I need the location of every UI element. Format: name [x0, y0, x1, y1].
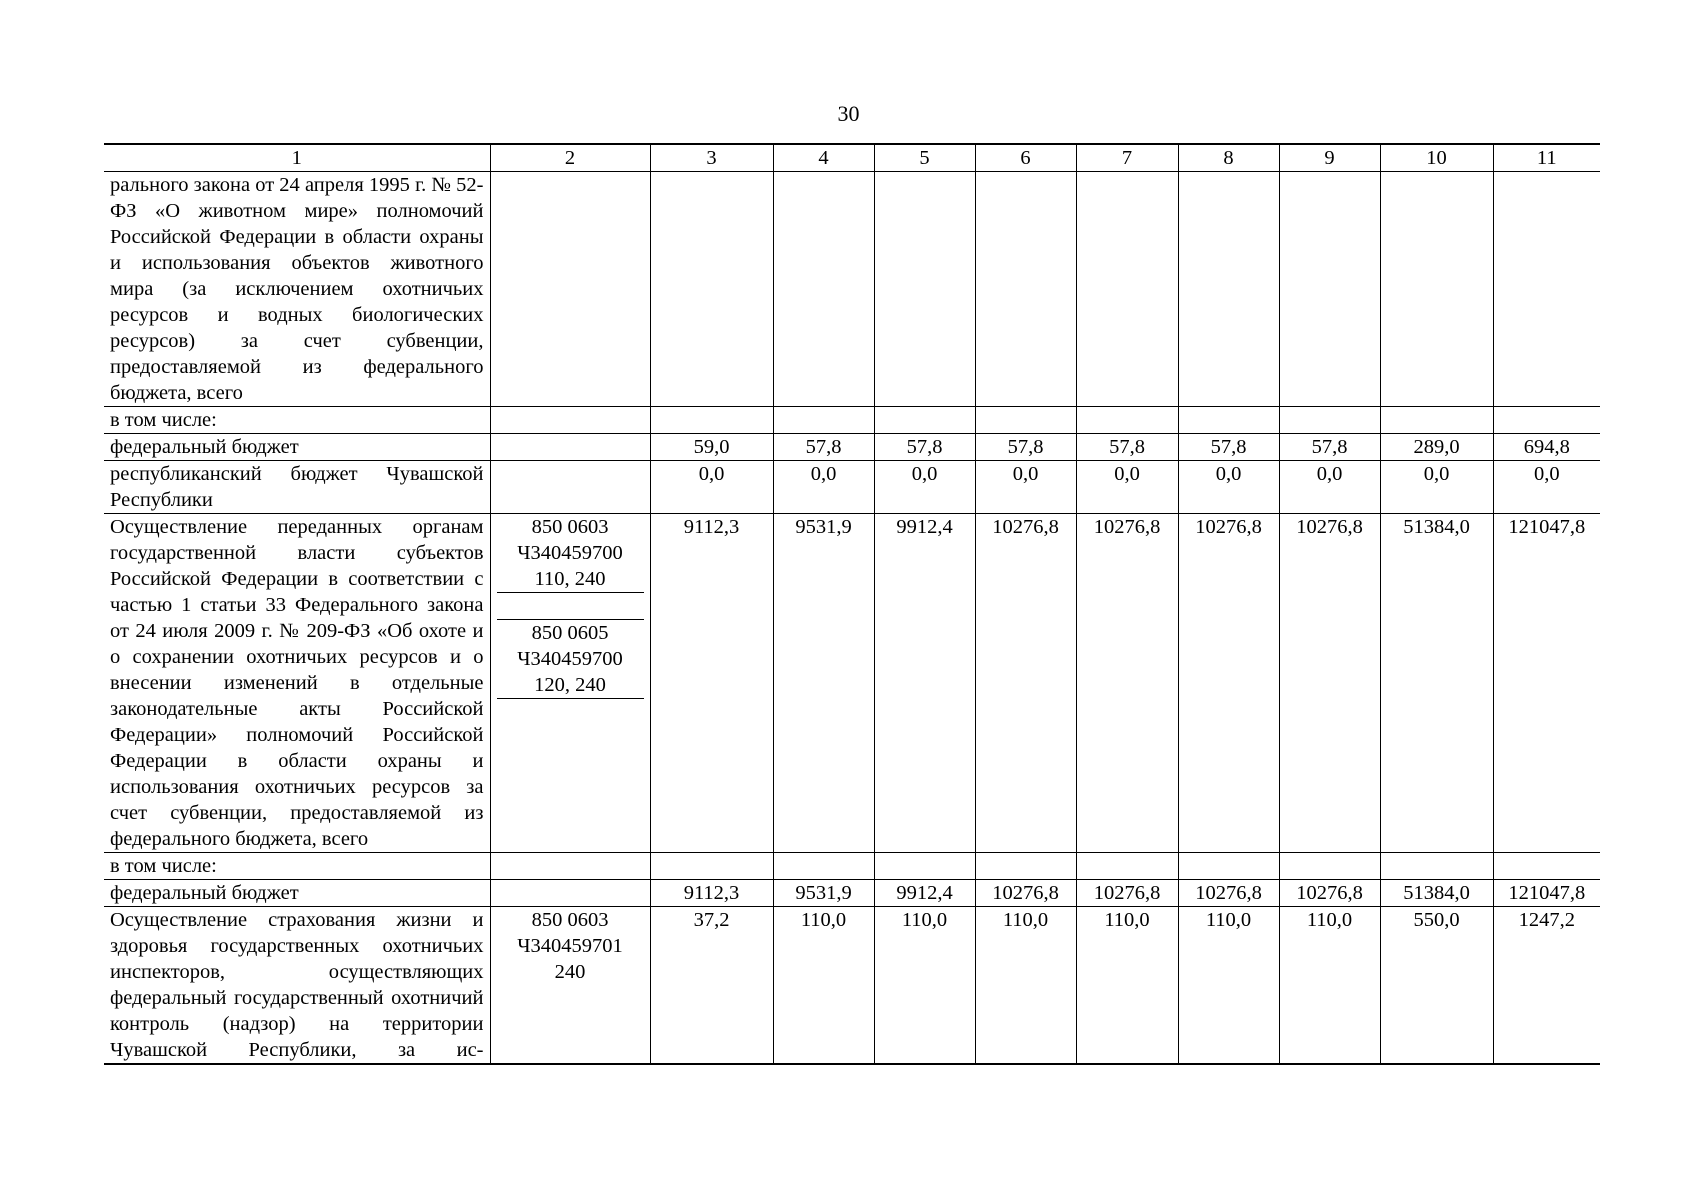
value-col-8: [1178, 853, 1279, 880]
budget-code-gap: [497, 593, 644, 620]
value-col-6: 0,0: [975, 461, 1076, 514]
table-row: [104, 434, 1600, 461]
value-col-4: [773, 172, 874, 407]
value-col-8: 10276,8: [1178, 514, 1279, 853]
budget-code-cell: [490, 853, 650, 880]
budget-code-line: 850 0603: [531, 909, 609, 931]
value-col-9: 10276,8: [1279, 514, 1380, 853]
value-col-6: 10276,8: [975, 880, 1076, 907]
column-number: 11: [1493, 144, 1600, 172]
table-row: [104, 461, 1600, 514]
value-col-5: 9912,4: [874, 514, 975, 853]
value-col-11: 121047,8: [1493, 514, 1600, 853]
budget-code-cell: [490, 880, 650, 907]
value-col-5: 110,0: [874, 907, 975, 1065]
column-number-row: [104, 144, 1600, 172]
value-col-7: 10276,8: [1076, 514, 1178, 853]
value-col-3: 9112,3: [650, 514, 773, 853]
row-description: федеральный бюджет: [110, 436, 299, 458]
value-col-3: [650, 853, 773, 880]
column-number: 6: [975, 144, 1076, 172]
value-col-9: 110,0: [1279, 907, 1380, 1065]
value-col-5: [874, 172, 975, 407]
budget-code-cell: [490, 434, 650, 461]
value-col-11: 694,8: [1493, 434, 1600, 461]
value-col-9: [1279, 172, 1380, 407]
value-col-9: [1279, 407, 1380, 434]
budget-code-line: Ч340459701: [517, 935, 623, 957]
value-col-9: 57,8: [1279, 434, 1380, 461]
row-description: рального закона от 24 апреля 1995 г. № 52-ФЗ «О животном мире» полномочий Российской Федерации в области охраны и использования объектов животного мира (за исключением охотничьих ресурсов и водных биологических ресурсов) за счет субвенции, предоставляемой из федерального бюджета, всего: [110, 174, 484, 404]
value-col-3: 9112,3: [650, 880, 773, 907]
value-col-6: 10276,8: [975, 514, 1076, 853]
value-col-4: 0,0: [773, 461, 874, 514]
value-col-3: 59,0: [650, 434, 773, 461]
table-row: [104, 853, 1600, 880]
budget-code-cell: [490, 461, 650, 514]
value-col-3: [650, 172, 773, 407]
column-number: 10: [1380, 144, 1493, 172]
value-col-11: [1493, 172, 1600, 407]
value-col-5: 57,8: [874, 434, 975, 461]
value-col-5: [874, 407, 975, 434]
budget-code-cell: [490, 514, 650, 853]
budget-code-block: [497, 514, 644, 593]
value-col-4: 9531,9: [773, 514, 874, 853]
column-number: 9: [1279, 144, 1380, 172]
value-col-5: [874, 853, 975, 880]
value-col-4: 57,8: [773, 434, 874, 461]
value-col-10: [1380, 172, 1493, 407]
value-col-11: [1493, 407, 1600, 434]
value-col-4: [773, 853, 874, 880]
table-row: [104, 172, 1600, 407]
budget-code-line: 120, 240: [534, 674, 606, 696]
row-description: республиканский бюджет Чувашской Республики: [110, 463, 484, 511]
column-number: 4: [773, 144, 874, 172]
budget-code-block: [497, 907, 644, 985]
value-col-10: 0,0: [1380, 461, 1493, 514]
value-col-10: 51384,0: [1380, 880, 1493, 907]
budget-table: [104, 143, 1600, 1065]
value-col-6: 57,8: [975, 434, 1076, 461]
value-col-10: 51384,0: [1380, 514, 1493, 853]
value-col-11: 1247,2: [1493, 907, 1600, 1065]
value-col-11: 0,0: [1493, 461, 1600, 514]
budget-code-line: Ч340459700: [517, 648, 623, 670]
row-description: Осуществление страхования жизни и здоровья государственных охотничьих инспекторов, осуществляющих федеральный государственный охотничий контроль (надзор) на территории Чувашской Республики, за ис-: [110, 909, 484, 1061]
value-col-8: 0,0: [1178, 461, 1279, 514]
column-number: 2: [490, 144, 650, 172]
value-col-11: [1493, 853, 1600, 880]
budget-code-line: 110, 240: [534, 568, 606, 590]
value-col-3: [650, 407, 773, 434]
value-col-8: 10276,8: [1178, 880, 1279, 907]
budget-code-block: [497, 620, 644, 699]
budget-code-line: 850 0605: [531, 622, 609, 644]
value-col-8: 57,8: [1178, 434, 1279, 461]
value-col-6: [975, 172, 1076, 407]
value-col-8: 110,0: [1178, 907, 1279, 1065]
value-col-7: 57,8: [1076, 434, 1178, 461]
value-col-10: [1380, 407, 1493, 434]
value-col-7: 10276,8: [1076, 880, 1178, 907]
value-col-4: 9531,9: [773, 880, 874, 907]
value-col-11: 121047,8: [1493, 880, 1600, 907]
value-col-9: [1279, 853, 1380, 880]
value-col-3: 0,0: [650, 461, 773, 514]
value-col-6: [975, 407, 1076, 434]
page-number: 30: [837, 101, 860, 126]
value-col-7: [1076, 407, 1178, 434]
table-row: [104, 514, 1600, 853]
value-col-8: [1178, 172, 1279, 407]
budget-code-line: Ч340459700: [517, 542, 623, 564]
row-description: федеральный бюджет: [110, 882, 299, 904]
value-col-7: 110,0: [1076, 907, 1178, 1065]
budget-code-cell: [490, 172, 650, 407]
budget-code-line: 850 0603: [531, 516, 609, 538]
value-col-10: 289,0: [1380, 434, 1493, 461]
value-col-4: [773, 407, 874, 434]
value-col-7: 0,0: [1076, 461, 1178, 514]
row-description: в том числе:: [110, 409, 217, 431]
value-col-8: [1178, 407, 1279, 434]
value-col-4: 110,0: [773, 907, 874, 1065]
value-col-5: 0,0: [874, 461, 975, 514]
value-col-7: [1076, 853, 1178, 880]
value-col-10: [1380, 853, 1493, 880]
value-col-9: 0,0: [1279, 461, 1380, 514]
value-col-3: 37,2: [650, 907, 773, 1065]
value-col-7: [1076, 172, 1178, 407]
column-number: 7: [1076, 144, 1178, 172]
column-number: 3: [650, 144, 773, 172]
value-col-6: [975, 853, 1076, 880]
budget-code-cell: [490, 907, 650, 1065]
table-row: [104, 407, 1600, 434]
row-description: Осуществление переданных органам государственной власти субъектов Российской Федерации в соответствии с частью 1 статьи 33 Федерального закона от 24 июля 2009 г. № 209-ФЗ «Об охоте и о сохранении охотничьих ресурсов и о внесении изменений в отдельные законодательные акты Российской Федерации» полномочий Российской Федерации в области охраны и использования охотничьих ресурсов за счет субвенции, предоставляемой из федерального бюджета, всего: [110, 516, 484, 850]
column-number: 5: [874, 144, 975, 172]
budget-code-line: 240: [554, 961, 586, 983]
row-description: в том числе:: [110, 855, 217, 877]
budget-code-cell: [490, 407, 650, 434]
table-row: [104, 880, 1600, 907]
value-col-10: 550,0: [1380, 907, 1493, 1065]
value-col-9: 10276,8: [1279, 880, 1380, 907]
value-col-5: 9912,4: [874, 880, 975, 907]
table-row: [104, 907, 1600, 1065]
column-number: 8: [1178, 144, 1279, 172]
value-col-6: 110,0: [975, 907, 1076, 1065]
column-number: 1: [291, 147, 302, 169]
